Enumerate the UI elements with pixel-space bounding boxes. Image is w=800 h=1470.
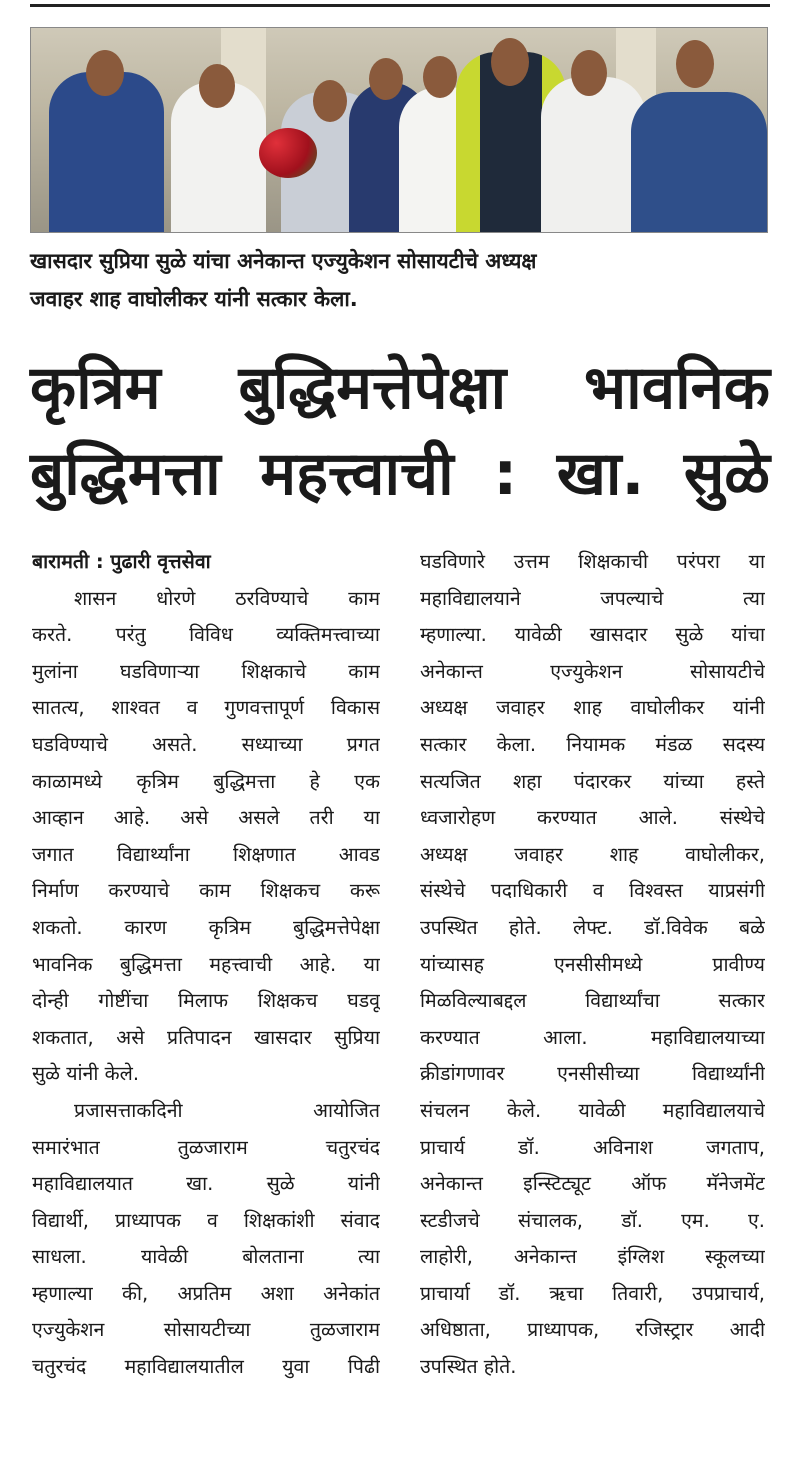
- headline-line: बुद्धिमत्ता महत्त्वाची : खा. सुळे: [30, 439, 770, 509]
- news-photo: [30, 27, 768, 233]
- article-line: संस्थेचे पदाधिकारी व विश्वस्त याप्रसंगी: [420, 879, 765, 903]
- article-line: उपस्थित होते. लेफ्ट. डॉ.विवेक बळे: [420, 915, 765, 939]
- article-line: सातत्य, शाश्वत व गुणवत्तापूर्ण विकास: [32, 696, 380, 720]
- article-line: निर्माण करण्याचे काम शिक्षकच करू: [32, 879, 380, 903]
- article-line: प्राचार्या डॉ. ऋचा तिवारी, उपप्राचार्य,: [420, 1281, 765, 1305]
- photo-head: [491, 38, 529, 86]
- photo-head: [313, 80, 347, 122]
- article-line: अनेकान्त इन्स्टिट्यूट ऑफ मॅनेजमेंट: [420, 1172, 765, 1196]
- article-line: महाविद्यालयाने जपल्याचे त्या: [420, 586, 765, 610]
- article-line: समारंभात तुळजाराम चतुरचंद: [32, 1135, 380, 1159]
- article-line: चतुरचंद महाविद्यालयातील युवा पिढी: [32, 1355, 380, 1379]
- photo-head: [423, 56, 457, 98]
- photo-head: [86, 50, 124, 96]
- photo-head: [199, 64, 235, 108]
- article-line: अध्यक्ष जवाहर शाह वाघोलीकर,: [420, 842, 765, 866]
- top-rule: [30, 4, 770, 7]
- article-column-left: [32, 544, 380, 1386]
- article-line: शकतात, असे प्रतिपादन खासदार सुप्रिया: [32, 1025, 380, 1049]
- article-column-right: [420, 544, 765, 1386]
- article-line: आव्हान आहे. असे असले तरी या: [32, 806, 380, 830]
- article-line: म्हणाल्या की, अप्रतिम अशा अनेकांत: [32, 1281, 380, 1305]
- flower-bouquet: [259, 128, 317, 178]
- photo-head: [676, 40, 714, 88]
- article-line: करते. परंतु विविध व्यक्तिमत्त्वाच्या: [32, 623, 380, 647]
- article-line: यांच्यासह एनसीसीमध्ये प्रावीण्य: [420, 952, 765, 976]
- article-line: ध्वजारोहण करण्यात आले. संस्थेचे: [420, 806, 765, 830]
- article-line: एज्युकेशन सोसायटीच्या तुळजाराम: [32, 1318, 380, 1342]
- article-line: विद्यार्थी, प्राध्यापक व शिक्षकांशी संवाद: [32, 1208, 380, 1232]
- article-line: काळामध्ये कृत्रिम बुद्धिमत्ता हे एक: [32, 769, 380, 793]
- article-line: अधिष्ठाता, प्राध्यापक, रजिस्ट्रार आदी: [420, 1318, 765, 1342]
- article-line: उपस्थित होते.: [420, 1355, 517, 1379]
- photo-caption: [30, 242, 770, 318]
- article-line: जगात विद्यार्थ्यांना शिक्षणात आवड: [32, 842, 380, 866]
- article-line: मुलांना घडविणाऱ्या शिक्षकाचे काम: [32, 659, 380, 683]
- photo-head: [369, 58, 403, 100]
- article-line: मिळविल्याबद्दल विद्यार्थ्यांचा सत्कार: [420, 989, 765, 1013]
- article-line: करण्यात आला. महाविद्यालयाच्या: [420, 1025, 765, 1049]
- article-line: क्रीडांगणावर एनसीसीच्या विद्यार्थ्यांनी: [420, 1062, 765, 1086]
- article-line: सत्कार केला. नियामक मंडळ सदस्य: [420, 732, 765, 756]
- article-line: महाविद्यालयात खा. सुळे यांनी: [32, 1172, 380, 1196]
- article-line: अनेकान्त एज्युकेशन सोसायटीचे: [420, 659, 765, 683]
- article-line: दोन्ही गोष्टींचा मिलाफ शिक्षकच घडवू: [32, 989, 380, 1013]
- article-line: म्हणाल्या. यावेळी खासदार सुळे यांचा: [420, 623, 765, 647]
- article-line: प्रजासत्ताकदिनी आयोजित: [74, 1098, 380, 1122]
- article-line: शासन धोरणे ठरविण्याचे काम: [74, 586, 380, 610]
- article-line: घडविणारे उत्तम शिक्षकाची परंपरा या: [420, 550, 765, 573]
- article-line: प्राचार्य डॉ. अविनाश जगताप,: [420, 1135, 765, 1159]
- article-line: भावनिक बुद्धिमत्ता महत्त्वाची आहे. या: [32, 952, 380, 976]
- article-line: लाहोरी, अनेकान्त इंग्लिश स्कूलच्या: [420, 1245, 765, 1269]
- article-headline: [30, 345, 770, 517]
- article-line: स्टडीजचे संचालक, डॉ. एम. ए.: [420, 1208, 765, 1232]
- photo-person: [631, 92, 767, 232]
- photo-person: [49, 72, 164, 232]
- article-line: अध्यक्ष जवाहर शाह वाघोलीकर यांनी: [420, 696, 765, 720]
- caption-line: जवाहर शाह वाघोलीकर यांनी सत्कार केला.: [30, 287, 358, 311]
- article-line: सत्यजित शहा पंदारकर यांच्या हस्ते: [420, 769, 765, 793]
- headline-line: कृत्रिम बुद्धिमत्तेपेक्षा भावनिक: [30, 353, 770, 423]
- photo-head: [571, 50, 607, 96]
- article-line: सुळे यांनी केले.: [32, 1062, 140, 1086]
- article-dateline: बारामती : पुढारी वृत्तसेवा: [32, 550, 211, 573]
- caption-line: खासदार सुप्रिया सुळे यांचा अनेकान्त एज्युकेशन सोसायटीचे अध्यक्ष: [30, 249, 537, 273]
- article-line: घडविण्याचे असते. सध्याच्या प्रगत: [32, 732, 380, 756]
- article-line: शकतो. कारण कृत्रिम बुद्धिमत्तेपेक्षा: [32, 915, 380, 939]
- article-line: साधला. यावेळी बोलताना त्या: [32, 1245, 380, 1269]
- article-line: संचलन केले. यावेळी महाविद्यालयाचे: [420, 1098, 765, 1122]
